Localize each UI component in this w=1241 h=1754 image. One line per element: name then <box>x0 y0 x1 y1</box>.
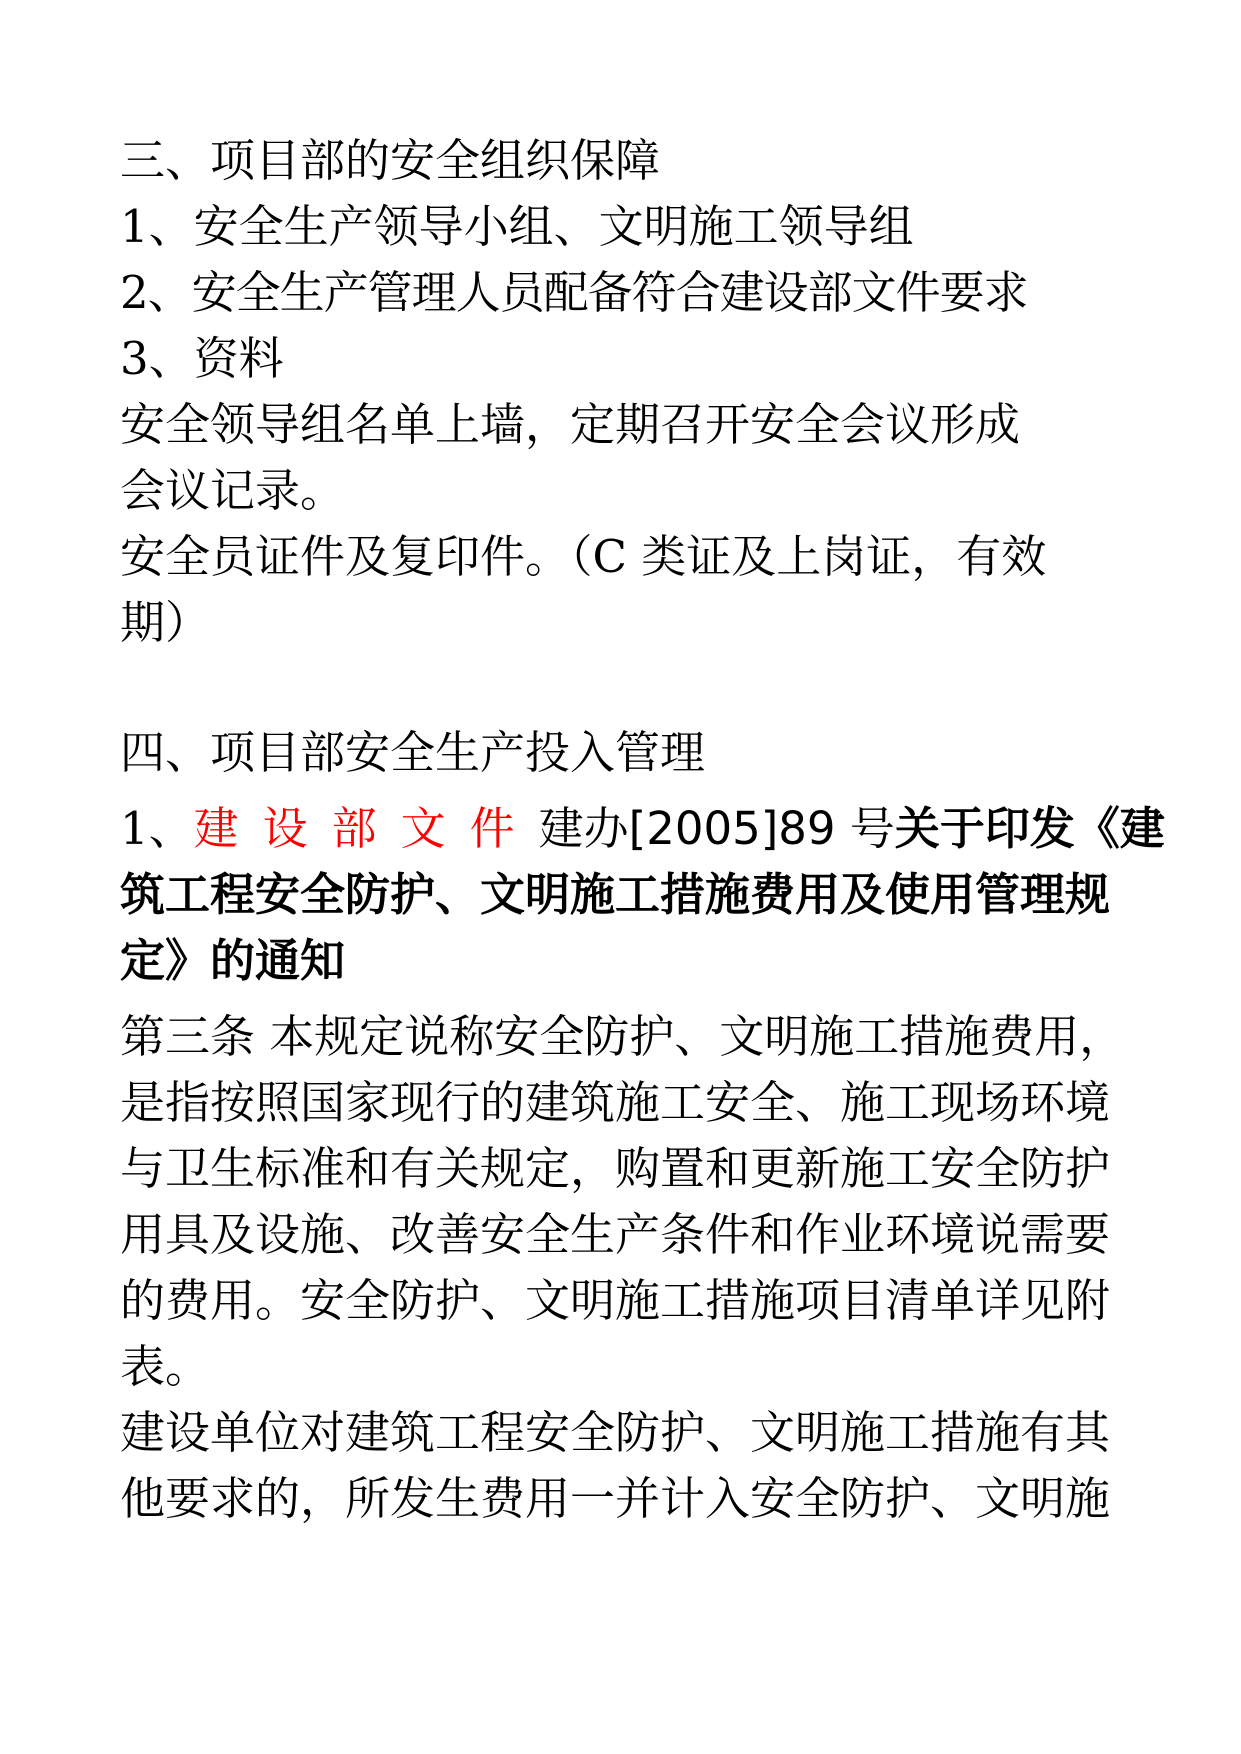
paragraph-line: 安全员证件及复印件。（C 类证及上岗证，有效 <box>120 530 1047 583</box>
article-line: 第三条 本规定说称安全防护、文明施工措施费用， <box>120 1010 1125 1063</box>
document-title-part: 定》的通知 <box>120 934 346 987</box>
section-heading-4: 四、项目部安全生产投入管理 <box>120 726 706 779</box>
article-line: 是指按照国家现行的建筑施工安全、施工现场环境 <box>120 1076 1111 1129</box>
document-title-part: 筑工程安全防护、文明施工措施费用及使用管理规 <box>120 868 1111 921</box>
paragraph-line: 安全领导组名单上墙，定期召开安全会议形成 <box>120 398 1021 451</box>
document-code: 建办[2005]89 号 <box>538 802 895 855</box>
paragraph-line: 会议记录。 <box>120 464 346 517</box>
section-heading-3: 三、项目部的安全组织保障 <box>120 134 661 187</box>
list-item-1: 1、安全生产领导小组、文明施工领导组 <box>120 200 914 253</box>
article-line: 的费用。安全防护、文明施工措施项目清单详见附 <box>120 1274 1111 1327</box>
paragraph-line: 期） <box>120 596 211 649</box>
document-body <box>120 128 1165 1532</box>
reference-number: 1、 <box>120 802 194 855</box>
list-item-2: 2、安全生产管理人员配备符合建设部文件要求 <box>120 266 1028 319</box>
list-item-3: 3、资料 <box>120 332 284 385</box>
document-reference-line <box>120 796 1165 862</box>
issuer-name: 建设部文件 <box>193 802 539 855</box>
article-line: 与卫生标准和有关规定，购置和更新施工安全防护 <box>120 1142 1111 1195</box>
article-line: 表。 <box>120 1340 211 1393</box>
paragraph-line: 建设单位对建筑工程安全防护、文明施工措施有其 <box>120 1406 1111 1459</box>
article-line: 用具及设施、改善安全生产条件和作业环境说需要 <box>120 1208 1111 1261</box>
paragraph-line: 他要求的，所发生费用一并计入安全防护、文明施 <box>120 1472 1111 1525</box>
document-title-part: 关于印发《建 <box>894 802 1165 855</box>
